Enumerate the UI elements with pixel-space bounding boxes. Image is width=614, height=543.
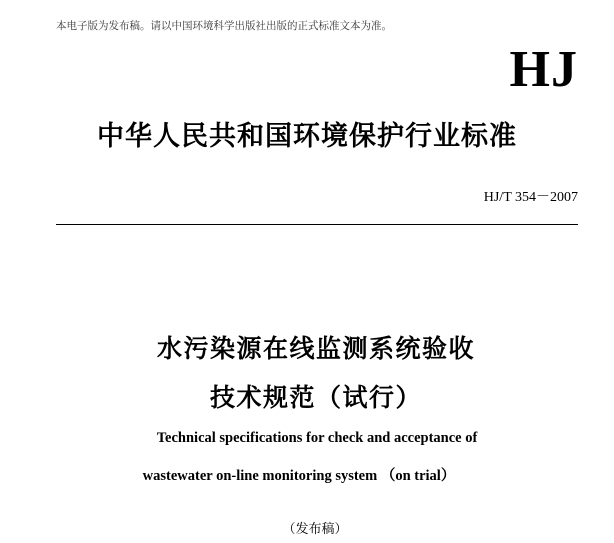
draft-label: （发布稿） xyxy=(282,522,348,537)
english-title-line-1: Technical specifications for check and acceptance of xyxy=(156,430,478,446)
notice-text: 本电子版为发布稿。请以中国环境科学出版社出版的正式标准文本为准。 xyxy=(56,20,392,32)
chinese-title-line-2: 技术规范（试行） xyxy=(209,383,422,412)
industry-standard-title: 中华人民共和国环境保护行业标准 xyxy=(97,121,517,152)
hj-logo: HJ xyxy=(509,41,578,98)
english-title-line-2: wastewater on-line monitoring system （on trial） xyxy=(142,468,456,484)
standard-code: HJ/T 354－2007 xyxy=(483,190,578,205)
chinese-title-line-1: 水污染源在线监测系统验收 xyxy=(156,334,475,363)
header-divider xyxy=(56,224,578,225)
